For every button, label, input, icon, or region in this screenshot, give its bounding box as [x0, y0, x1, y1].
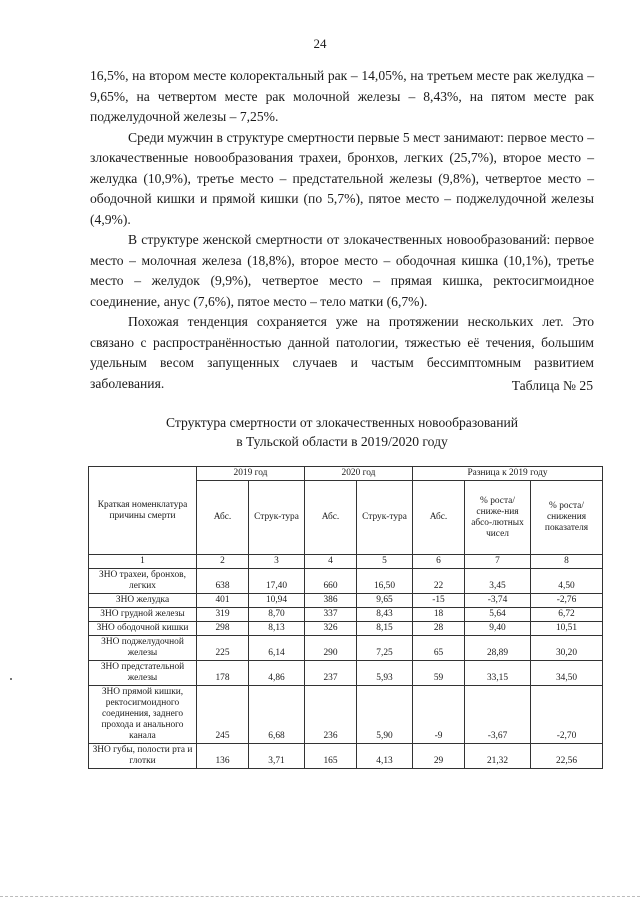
cell-pct-abs: 5,64 [465, 608, 531, 622]
table-row [89, 686, 603, 744]
paragraph-3: В структуре женской смертности от злокачественных новообразований: первое место – молочная железа (18,8%), второе место – ободочная кишка (10,1%), третье место – желудок (9,9%), четвертое место – прямая кишка, ректосигмоидное соединение, анус (7,6%), пятое место – тело матки (6,7%). [90, 232, 594, 309]
cell-pct-abs: -3,67 [465, 686, 531, 744]
row-cause: ЗНО поджелудочной железы [89, 636, 197, 661]
cell-abs-2020: 165 [305, 744, 357, 769]
cell-abs-2019: 178 [197, 661, 249, 686]
col-number: 4 [305, 555, 357, 569]
table-row [89, 608, 603, 622]
table-header-row [89, 467, 603, 481]
cell-pct-rate: 30,20 [531, 636, 603, 661]
cell-diff-abs: 65 [413, 636, 465, 661]
col-number: 7 [465, 555, 531, 569]
cell-struct-2019: 10,94 [249, 594, 305, 608]
header-abs-2019: Абс. [197, 481, 249, 555]
cell-abs-2020: 386 [305, 594, 357, 608]
header-pct-rate: % роста/ снижения показателя [531, 481, 603, 555]
cell-diff-abs: 22 [413, 569, 465, 594]
cell-struct-2019: 8,70 [249, 608, 305, 622]
header-pct-abs: % роста/ сниже-ния абсо-лютных чисел [465, 481, 531, 555]
scan-speck [10, 678, 12, 680]
row-cause: ЗНО прямой кишки, ректосигмоидного соединения, заднего прохода и анального канала [89, 686, 197, 744]
table-caption-line-1: Структура смертности от злокачественных новообразований [165, 415, 519, 430]
cell-abs-2019: 319 [197, 608, 249, 622]
cell-abs-2020: 337 [305, 608, 357, 622]
cell-abs-2020: 326 [305, 622, 357, 636]
cell-pct-abs: 21,32 [465, 744, 531, 769]
row-cause: ЗНО грудной железы [89, 608, 197, 622]
row-cause: ЗНО предстательной железы [89, 661, 197, 686]
cell-diff-abs: -15 [413, 594, 465, 608]
cell-struct-2020: 5,90 [357, 686, 413, 744]
col-number: 3 [249, 555, 305, 569]
table-row [89, 744, 603, 769]
cell-diff-abs: -9 [413, 686, 465, 744]
table-row [89, 569, 603, 594]
cell-pct-rate: 4,50 [531, 569, 603, 594]
cell-abs-2019: 245 [197, 686, 249, 744]
header-cause: Краткая номенклатура причины смерти [89, 467, 197, 555]
cell-pct-rate: -2,76 [531, 594, 603, 608]
cell-struct-2020: 9,65 [357, 594, 413, 608]
header-struct-2020: Струк-тура [357, 481, 413, 555]
cell-struct-2019: 6,14 [249, 636, 305, 661]
paragraph-2: Среди мужчин в структуре смертности первые 5 мест занимают: первое место – злокачественные новообразования трахеи, бронхов, легких (25,7%), второе место – желудка (10,9%), третье место – предстательной железы (9,8%), четвертое место – ободочной кишки и прямой кишки (по 5,7%), пятое место – поджелудочной железы (4,9%). [90, 129, 594, 227]
cell-abs-2020: 236 [305, 686, 357, 744]
table-caption [90, 413, 594, 451]
cell-abs-2020: 237 [305, 661, 357, 686]
scan-footer-line [0, 896, 640, 898]
table-caption-line-2: в Тульской области в 2019/2020 году [236, 434, 448, 449]
cell-pct-rate: 34,50 [531, 661, 603, 686]
header-abs-diff: Абс. [413, 481, 465, 555]
cell-abs-2019: 225 [197, 636, 249, 661]
row-cause: ЗНО трахеи, бронхов, легких [89, 569, 197, 594]
cell-struct-2019: 3,71 [249, 744, 305, 769]
cell-diff-abs: 28 [413, 622, 465, 636]
cell-diff-abs: 59 [413, 661, 465, 686]
header-struct-2019: Струк-тура [249, 481, 305, 555]
cell-pct-abs: 33,15 [465, 661, 531, 686]
cell-struct-2020: 5,93 [357, 661, 413, 686]
cell-pct-abs: 28,89 [465, 636, 531, 661]
cell-pct-rate: 22,56 [531, 744, 603, 769]
row-cause: ЗНО желудка [89, 594, 197, 608]
table-row [89, 661, 603, 686]
cell-struct-2019: 17,40 [249, 569, 305, 594]
cell-diff-abs: 18 [413, 608, 465, 622]
cell-abs-2020: 660 [305, 569, 357, 594]
header-2019: 2019 год [197, 467, 305, 481]
row-cause: ЗНО губы, полости рта и глотки [89, 744, 197, 769]
table-row [89, 594, 603, 608]
cell-struct-2020: 16,50 [357, 569, 413, 594]
cell-struct-2019: 8,13 [249, 622, 305, 636]
cell-abs-2019: 638 [197, 569, 249, 594]
table-row [89, 622, 603, 636]
cell-pct-rate: -2,70 [531, 686, 603, 744]
cell-pct-abs: -3,74 [465, 594, 531, 608]
header-abs-2020: Абс. [305, 481, 357, 555]
header-2020: 2020 год [305, 467, 413, 481]
cell-abs-2019: 136 [197, 744, 249, 769]
cell-struct-2020: 7,25 [357, 636, 413, 661]
cell-pct-rate: 10,51 [531, 622, 603, 636]
paragraph-4: Похожая тенденция сохраняется уже на протяжении нескольких лет. Это связано с распространённостью данной патологии, тяжестью её течения, большим удельным весом запущенных случаев и частым бессимптомным развитием заболевания. [90, 314, 594, 391]
col-number: 8 [531, 555, 603, 569]
cell-struct-2020: 8,43 [357, 608, 413, 622]
cell-struct-2020: 8,15 [357, 622, 413, 636]
cell-struct-2019: 6,68 [249, 686, 305, 744]
column-number-row [89, 555, 603, 569]
col-number: 5 [357, 555, 413, 569]
cell-abs-2019: 298 [197, 622, 249, 636]
cell-abs-2020: 290 [305, 636, 357, 661]
row-cause: ЗНО ободочной кишки [89, 622, 197, 636]
page-number: 24 [313, 36, 327, 51]
cell-struct-2020: 4,13 [357, 744, 413, 769]
col-number: 1 [89, 555, 197, 569]
col-number: 2 [197, 555, 249, 569]
cell-pct-abs: 3,45 [465, 569, 531, 594]
table-label: Таблица № 25 [511, 378, 593, 393]
mortality-table [88, 466, 603, 769]
cell-abs-2019: 401 [197, 594, 249, 608]
paragraph-1: 16,5%, на втором месте колоректальный рак – 14,05%, на третьем месте рак желудка – 9,65%, на четвертом месте рак молочной железы – 8,43%, на пятом месте рак поджелудочной железы – 7,25%. [90, 68, 594, 124]
cell-pct-rate: 6,72 [531, 608, 603, 622]
table-row [89, 636, 603, 661]
cell-struct-2019: 4,86 [249, 661, 305, 686]
header-diff: Разница к 2019 году [413, 467, 603, 481]
cell-pct-abs: 9,40 [465, 622, 531, 636]
body-text [90, 66, 594, 394]
col-number: 6 [413, 555, 465, 569]
cell-diff-abs: 29 [413, 744, 465, 769]
